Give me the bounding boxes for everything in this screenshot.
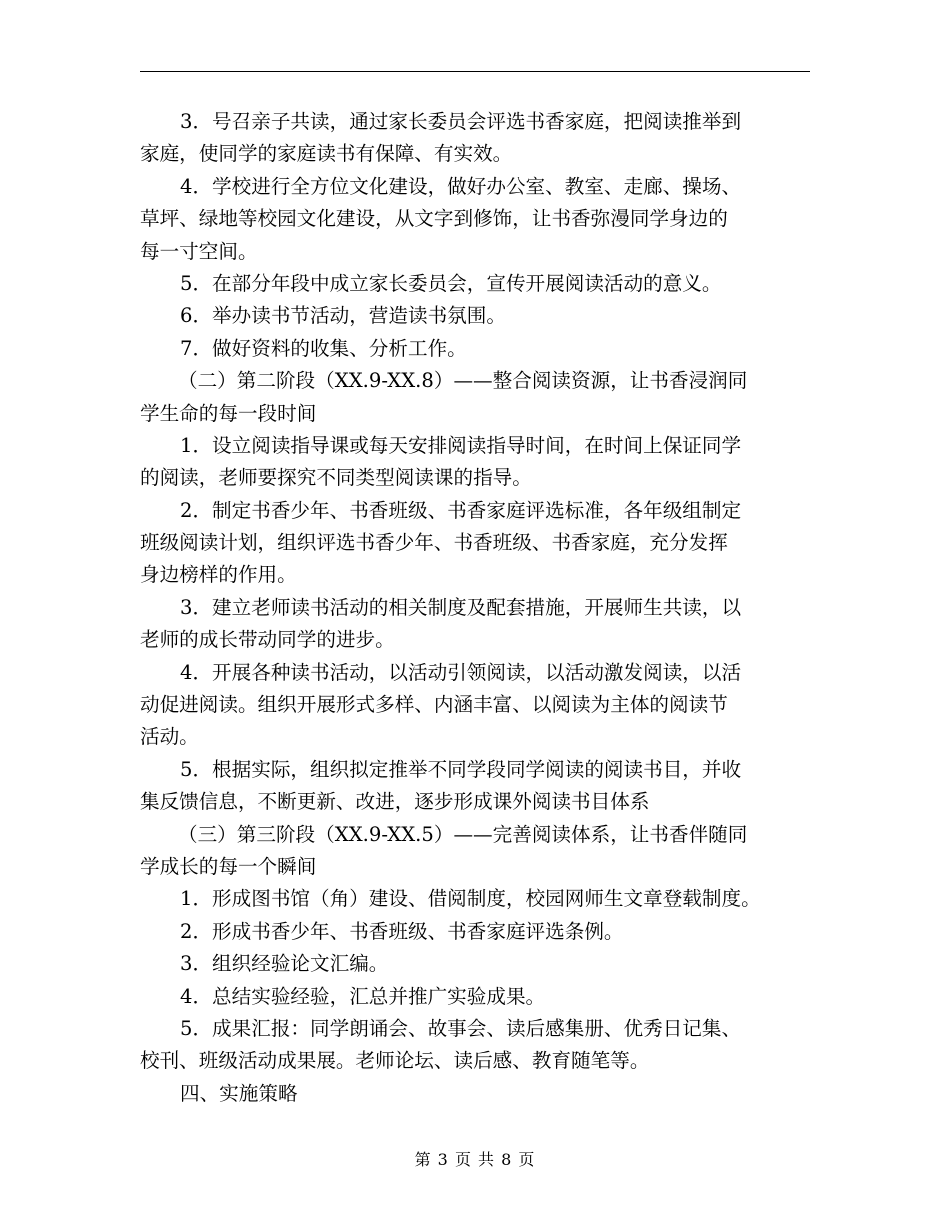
section-heading: （二）第二阶段（XX.9-XX.8）——整合阅读资源，让书香浸润同 <box>178 369 748 393</box>
paragraph-line: 6．举办读书节活动，营造读书氛围。 <box>180 304 506 328</box>
paragraph-line: 5．根据实际，组织拟定推举不同学段同学阅读的阅读书目，并收 <box>180 757 742 781</box>
paragraph-line: 老师的成长带动同学的进步。 <box>140 628 395 652</box>
paragraph-line: 草坪、绿地等校园文化建设，从文字到修饰，让书香弥漫同学身边的 <box>140 207 728 231</box>
paragraph-line: 3．组织经验论文汇编。 <box>180 952 389 976</box>
paragraph-line: 1．设立阅读指导课或每天安排阅读指导时间，在时间上保证同学 <box>180 433 742 457</box>
section-heading: 学生命的每一段时间 <box>140 401 317 425</box>
section-heading: 学成长的每一个瞬间 <box>140 854 317 878</box>
paragraph-line: 班级阅读计划，组织评选书香少年、书香班级、书香家庭，充分发挥 <box>140 531 728 555</box>
paragraph-line: 4．开展各种读书活动，以活动引领阅读，以活动激发阅读，以活 <box>180 660 742 684</box>
section-heading: （三）第三阶段（XX.9-XX.5）——完善阅读体系，让书香伴随同 <box>178 822 748 846</box>
page-number-footer: 第 3 页 共 8 页 <box>414 1150 536 1169</box>
paragraph-line: 2．制定书香少年、书香班级、书香家庭评选标准，各年级组制定 <box>180 498 742 522</box>
paragraph-line: 5．在部分年段中成立家长委员会，宣传开展阅读活动的意义。 <box>180 271 722 295</box>
paragraph-line: 校刊、班级活动成果展。老师论坛、读后感、教育随笔等。 <box>140 1049 650 1073</box>
paragraph-line: 3．号召亲子共读，通过家长委员会评选书香家庭，把阅读推举到 <box>180 110 742 133</box>
paragraph-line: 家庭，使同学的家庭读书有保障、有实效。 <box>140 142 513 166</box>
paragraph-line: 3．建立老师读书活动的相关制度及配套措施，开展师生共读，以 <box>180 595 742 619</box>
section-heading: 四、实施策略 <box>180 1081 298 1105</box>
paragraph-line: 5．成果汇报：同学朗诵会、故事会、读后感集册、优秀日记集、 <box>180 1016 742 1040</box>
paragraph-line: 2．形成书香少年、书香班级、书香家庭评选条例。 <box>180 919 624 943</box>
paragraph-line: 活动。 <box>140 725 199 749</box>
paragraph-line: 动促进阅读。组织开展形式多样、内涵丰富、以阅读为主体的阅读节 <box>140 693 728 717</box>
paragraph-line: 集反馈信息，不断更新、改进，逐步形成课外阅读书目体系 <box>140 790 650 814</box>
paragraph-line: 4．学校进行全方位文化建设，做好办公室、教室、走廊、操场、 <box>180 174 742 198</box>
paragraph-line: 的阅读，老师要探究不同类型阅读课的指导。 <box>140 466 532 490</box>
paragraph-line: 4．总结实验经验，汇总并推广实验成果。 <box>180 984 546 1008</box>
paragraph-line: 7．做好资料的收集、分析工作。 <box>180 336 467 360</box>
paragraph-line: 身边榜样的作用。 <box>140 563 297 587</box>
paragraph-line: 1．形成图书馆（角）建设、借阅制度，校园网师生文章登载制度。 <box>180 887 761 911</box>
paragraph-line: 每一寸空间。 <box>140 239 258 263</box>
document-body <box>140 106 830 1110</box>
header-rule <box>140 71 810 72</box>
